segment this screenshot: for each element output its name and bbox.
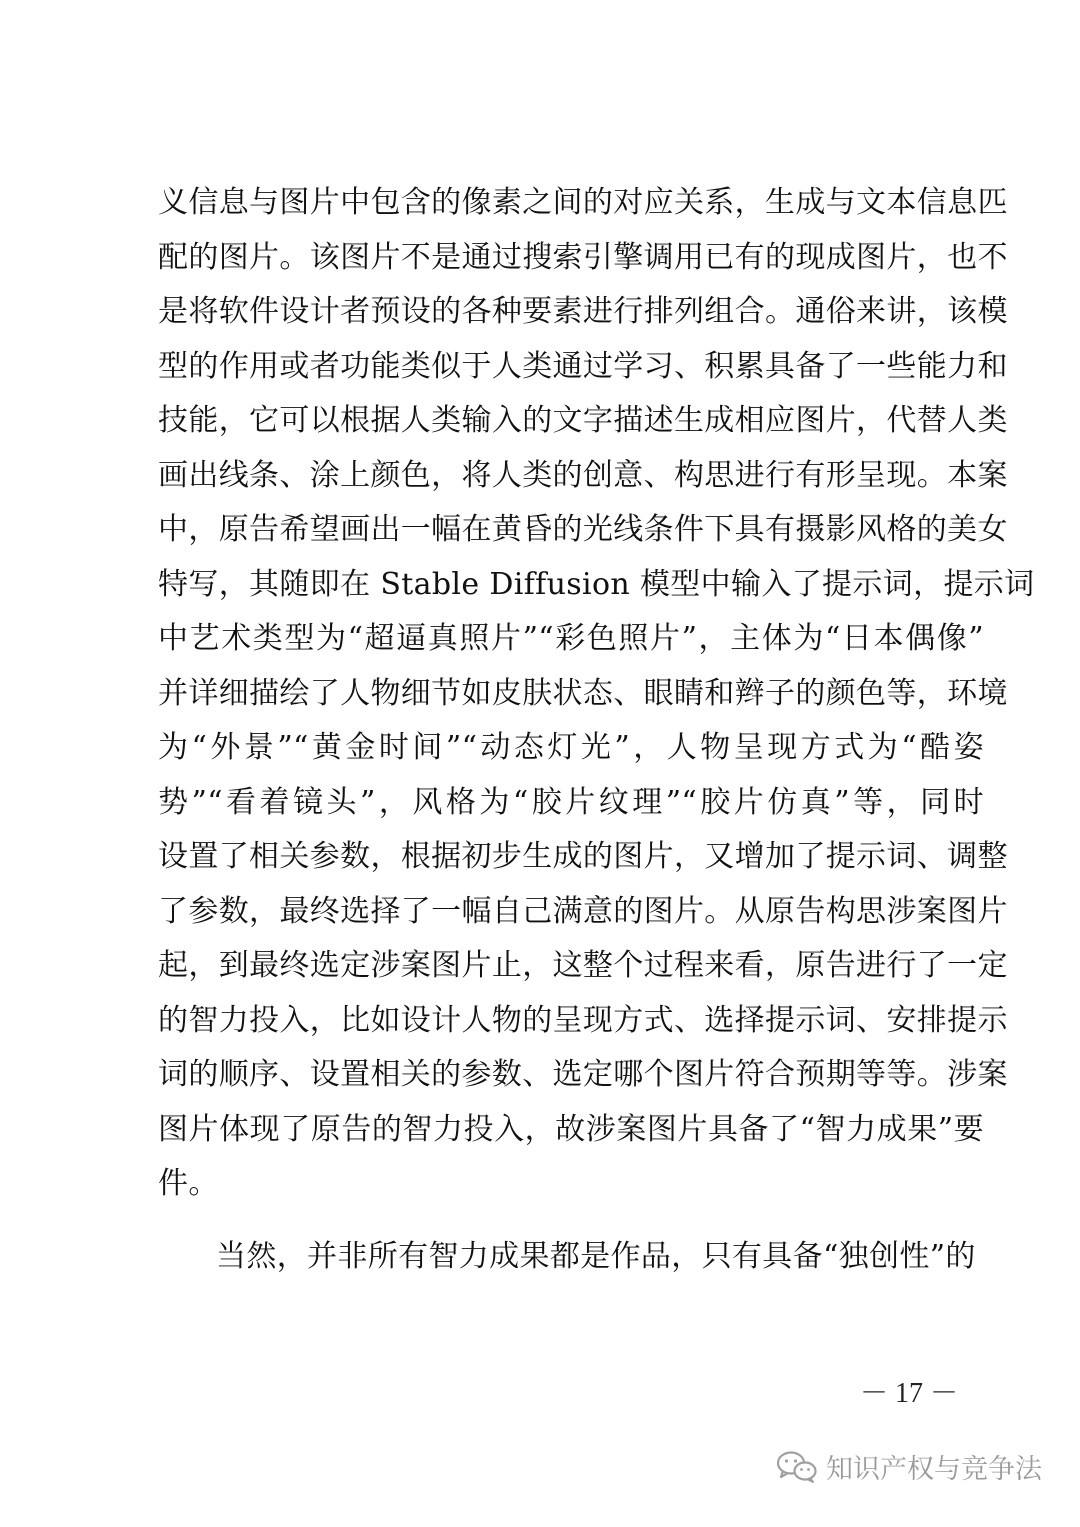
text-line: 的智力投入，比如设计人物的呈现方式、选择提示词、安排提示 [158,1002,1008,1038]
text-line: 了参数，最终选择了一幅自己满意的图片。从原告构思涉案图片 [158,893,1008,929]
paragraph-1 [158,176,1035,1212]
watermark-text: 知识产权与竞争法 [826,1454,1042,1485]
text-line: 并详细描绘了人物细节如皮肤状态、眼睛和辫子的颜色等，环境 [158,675,1008,711]
text-line: 配的图片。该图片不是通过搜索引擎调用已有的现成图片，也不 [158,239,1008,275]
text-line: 为“外景”“黄金时间”“动态灯光”，人物呈现方式为“酷姿 [158,730,984,765]
text-line: 当然，并非所有智力成果都是作品，只有具备“独创性”的 [216,1238,976,1274]
text-line: 义信息与图片中包含的像素之间的对应关系，生成与文本信息匹 [158,185,1008,220]
text-line: 图片体现了原告的智力投入，故涉案图片具备了“智力成果”要 [158,1111,984,1147]
text-line: 设置了相关参数，根据初步生成的图片，又增加了提示词、调整 [158,839,1008,874]
text-line: 中，原告希望画出一幅在黄昏的光线条件下具有摄影风格的美女 [158,512,1008,547]
text-line: 件。 [158,1166,219,1201]
text-line: 特写，其随即在 Stable Diffusion 模型中输入了提示词，提示词 [158,566,1035,602]
text-line: 是将软件设计者预设的各种要素进行排列组合。通俗来讲，该模 [158,294,1008,329]
text-line: 词的顺序、设置相关的参数、选定哪个图片符合预期等等。涉案 [158,1057,1008,1092]
text-line: 起，到最终选定涉案图片止，这整个过程来看，原告进行了一定 [158,948,1008,983]
text-line: 中艺术类型为“超逼真照片”“彩色照片”，主体为“日本偶像” [158,621,984,656]
text-line: 型的作用或者功能类似于人类通过学习、积累具备了一些能力和 [158,348,1008,384]
watermark [776,1447,1042,1486]
text-line: 画出线条、涂上颜色，将人类的创意、构思进行有形呈现。本案 [158,457,1008,493]
page-number: － 17 － [860,1378,959,1409]
text-line: 技能，它可以根据人类输入的文字描述生成相应图片，代替人类 [158,403,1008,438]
wechat-icon [776,1450,818,1484]
paragraph-2 [158,1230,984,1285]
text-line: 势”“看着镜头”，风格为“胶片纹理”“胶片仿真”等，同时 [158,784,984,820]
document-body [158,176,1035,1284]
